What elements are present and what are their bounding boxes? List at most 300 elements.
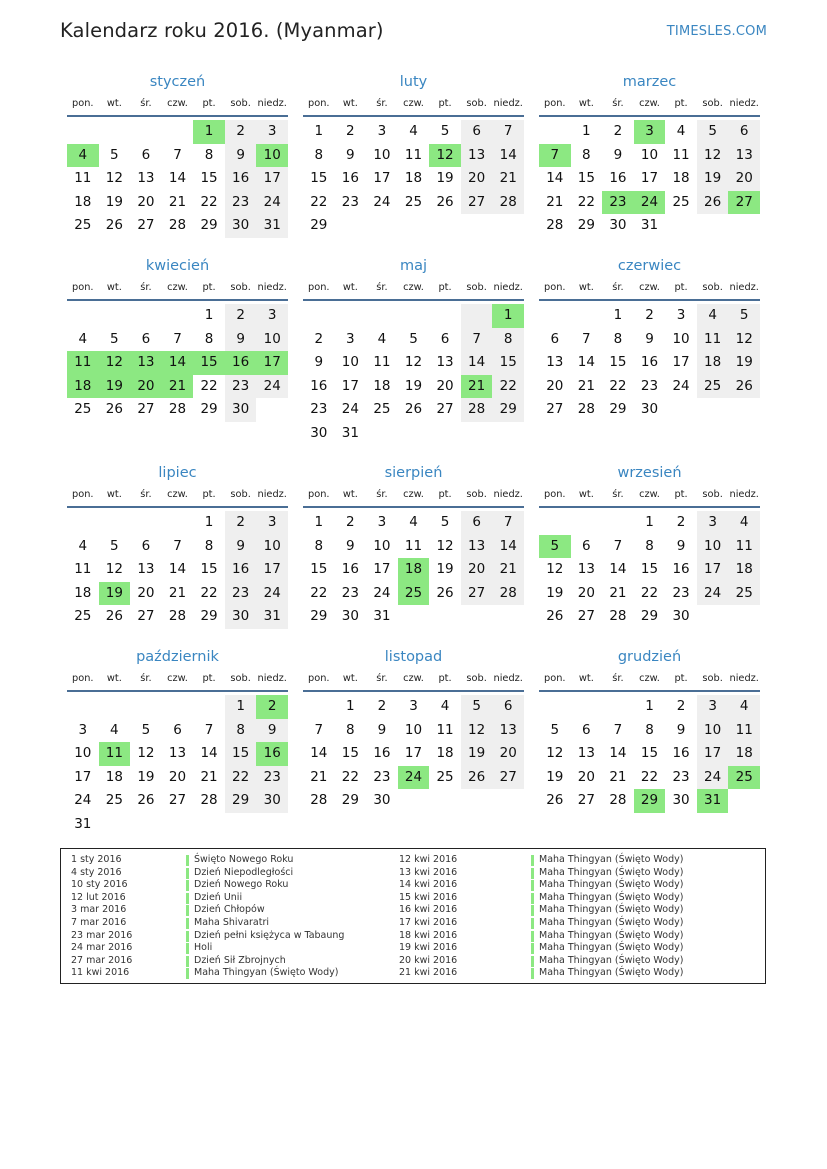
weekday-header (539, 94, 760, 117)
day-cell: 12 (436, 537, 454, 554)
weekday-label: śr. (612, 489, 624, 500)
weekday-label: pon. (72, 282, 94, 293)
weekday-label: śr. (612, 98, 624, 109)
holiday-date: 14 kwi 2016 (399, 879, 458, 891)
day-cell: 14 (492, 144, 524, 168)
weekday-label: wt. (578, 282, 594, 293)
day-cell: 27 (137, 401, 155, 417)
day-cell: 9 (613, 146, 623, 163)
day-cell: 26 (436, 584, 454, 601)
weekday-label: wt. (106, 673, 122, 684)
day-cell: 15 (640, 745, 659, 761)
holiday-day-cell: 1 (193, 120, 225, 144)
weekday-label: niedz. (257, 98, 287, 109)
holiday-name: Święto Nowego Roku (194, 854, 294, 865)
day-cell: 30 (225, 214, 257, 238)
empty-cell (99, 304, 131, 328)
weekday-label: niedz. (493, 282, 523, 293)
day-cell: 14 (609, 561, 627, 577)
day-cell: 13 (546, 354, 564, 370)
month-name: grudzień (617, 649, 682, 665)
holiday-date: 23 mar 2016 (71, 929, 133, 941)
empty-cell (162, 695, 194, 719)
holiday-name: Maha Shivaratri (194, 916, 270, 928)
day-cell: 21 (492, 558, 524, 582)
holiday-day-cell: 15 (193, 351, 225, 375)
day-cell: 28 (577, 401, 595, 417)
day-cell: 20 (577, 768, 595, 785)
day-cell: 4 (377, 330, 387, 347)
day-cell: 9 (314, 354, 324, 370)
holiday-name: Maha Thingyan (Święto Wody) (539, 879, 684, 891)
holiday-marker (531, 855, 534, 866)
day-cell: 7 (492, 511, 524, 535)
weekday-label: pon. (544, 489, 566, 500)
day-cell: 20 (461, 167, 493, 191)
day-cell: 5 (110, 537, 119, 554)
site-link[interactable]: TIMESLES.COM (666, 24, 767, 39)
holidays-legend (60, 848, 766, 984)
weekday-header (67, 485, 288, 508)
weekday-label: sob. (230, 673, 251, 684)
holiday-date: 19 kwi 2016 (399, 942, 458, 954)
weekday-label: pt. (674, 489, 688, 500)
day-cell: 8 (582, 146, 591, 163)
day-cell: 17 (640, 170, 659, 186)
day-cell: 29 (200, 608, 218, 624)
day-cell: 5 (461, 695, 493, 719)
day-cell: 29 (640, 608, 659, 624)
weekday-label: sob. (466, 98, 487, 109)
day-cell: 10 (404, 721, 423, 738)
day-cell: 14 (546, 170, 564, 186)
day-cell: 24 (256, 375, 288, 399)
empty-cell (162, 511, 194, 535)
holiday-date: 15 kwi 2016 (399, 891, 458, 903)
weekday-label: sob. (702, 673, 723, 684)
weekday-label: śr. (612, 673, 624, 684)
day-cell: 18 (436, 745, 454, 761)
weekday-label: sob. (466, 673, 487, 684)
holiday-day-cell: 11 (99, 742, 131, 766)
weekday-label: czw. (403, 98, 424, 109)
holiday-marker (531, 956, 534, 967)
day-cell: 18 (672, 170, 690, 186)
holiday-day-cell: 7 (539, 144, 571, 168)
day-cell: 28 (461, 398, 493, 422)
holiday-day-cell: 3 (634, 120, 666, 144)
day-cell: 2 (676, 698, 686, 714)
day-cell: 26 (697, 191, 729, 215)
holiday-day-cell: 21 (461, 375, 493, 399)
holiday-row (61, 930, 765, 943)
holiday-row (61, 867, 765, 880)
day-cell: 5 (440, 123, 450, 139)
day-cell: 3 (409, 698, 418, 714)
empty-cell (602, 695, 634, 719)
holiday-day-cell: 19 (99, 375, 131, 399)
day-cell: 6 (550, 330, 560, 347)
holiday-day-cell: 24 (398, 766, 430, 790)
day-cell: 31 (256, 605, 288, 629)
day-cell: 23 (672, 768, 690, 785)
day-cell: 6 (492, 695, 524, 719)
day-cell: 15 (609, 354, 627, 370)
day-cell: 19 (137, 768, 155, 785)
days-grid (67, 304, 288, 422)
weekday-header (303, 278, 524, 301)
day-cell: 17 (672, 354, 690, 370)
holiday-date: 4 sty 2016 (71, 866, 122, 878)
day-cell: 1 (314, 514, 324, 530)
day-cell: 2 (225, 120, 257, 144)
day-cell: 11 (373, 354, 391, 370)
day-cell: 20 (546, 377, 564, 394)
day-cell: 27 (461, 582, 493, 606)
day-cell: 13 (168, 745, 187, 761)
holiday-date: 16 kwi 2016 (399, 904, 458, 916)
day-cell: 28 (168, 217, 187, 233)
weekday-header (303, 485, 524, 508)
weekday-label: czw. (167, 673, 188, 684)
weekday-label: czw. (639, 98, 660, 109)
day-cell: 9 (377, 721, 387, 738)
day-cell: 7 (461, 328, 493, 352)
day-cell: 3 (256, 120, 288, 144)
day-cell: 17 (404, 745, 423, 761)
empty-cell (130, 695, 162, 719)
day-cell: 26 (105, 217, 123, 233)
day-cell: 5 (141, 721, 151, 738)
day-cell: 23 (225, 375, 257, 399)
weekday-label: śr. (376, 673, 388, 684)
holiday-date: 17 kwi 2016 (399, 916, 458, 928)
empty-cell (67, 120, 99, 144)
weekday-label: wt. (106, 98, 122, 109)
weekday-label: wt. (106, 489, 122, 500)
day-cell: 14 (310, 745, 328, 761)
day-cell: 10 (74, 745, 92, 761)
day-cell: 8 (204, 146, 214, 163)
holiday-name: Dzień Sił Zbrojnych (194, 954, 286, 966)
day-cell: 17 (697, 742, 729, 766)
weekday-label: pon. (308, 673, 330, 684)
day-cell: 1 (204, 514, 214, 530)
weekday-label: niedz. (257, 489, 287, 500)
day-cell: 20 (168, 768, 187, 785)
day-cell: 16 (672, 561, 690, 577)
holiday-day-cell: 20 (130, 375, 162, 399)
day-cell: 16 (341, 170, 359, 186)
day-cell: 28 (492, 582, 524, 606)
day-cell: 5 (550, 721, 560, 738)
day-cell: 3 (256, 304, 288, 328)
weekday-label: pon. (544, 98, 566, 109)
day-cell: 30 (256, 789, 288, 813)
weekday-label: sob. (702, 489, 723, 500)
day-cell: 25 (404, 193, 423, 210)
holiday-day-cell: 25 (398, 582, 430, 606)
day-cell: 8 (492, 328, 524, 352)
empty-cell (99, 695, 131, 719)
day-cell: 14 (461, 351, 493, 375)
holiday-day-cell: 18 (398, 558, 430, 582)
empty-cell (539, 695, 571, 719)
weekday-label: sob. (702, 282, 723, 293)
weekday-label: czw. (403, 489, 424, 500)
holiday-marker (531, 931, 534, 942)
holiday-row (61, 904, 765, 917)
day-cell: 19 (728, 351, 760, 375)
day-cell: 5 (697, 120, 729, 144)
day-cell: 3 (256, 511, 288, 535)
day-cell: 3 (676, 307, 686, 323)
day-cell: 3 (78, 721, 88, 738)
holiday-day-cell: 17 (256, 351, 288, 375)
day-cell: 25 (373, 401, 391, 417)
day-cell: 6 (582, 537, 591, 554)
empty-cell (130, 511, 162, 535)
day-cell: 9 (225, 144, 257, 168)
day-cell: 26 (137, 792, 155, 808)
weekday-header (67, 669, 288, 692)
holiday-name: Maha Thingyan (Święto Wody) (194, 967, 339, 979)
day-cell: 26 (546, 608, 564, 624)
holiday-day-cell: 5 (539, 535, 571, 559)
empty-cell (99, 511, 131, 535)
weekday-label: pon. (308, 282, 330, 293)
day-cell: 21 (200, 768, 218, 785)
weekday-label: pt. (674, 282, 688, 293)
day-cell: 17 (341, 377, 359, 394)
holiday-date: 10 sty 2016 (71, 879, 128, 891)
holiday-date: 13 kwi 2016 (399, 866, 458, 878)
day-cell: 21 (492, 167, 524, 191)
holiday-name: Dzień Unii (194, 891, 243, 903)
day-cell: 5 (409, 330, 418, 347)
holiday-day-cell: 24 (634, 191, 666, 215)
days-grid (303, 120, 524, 238)
weekday-label: niedz. (257, 673, 287, 684)
day-cell: 1 (645, 514, 654, 530)
day-cell: 29 (310, 217, 328, 233)
day-cell: 11 (404, 146, 423, 163)
day-cell: 10 (373, 146, 391, 163)
weekday-label: pt. (438, 489, 452, 500)
day-cell: 21 (168, 193, 187, 210)
day-cell: 11 (728, 535, 760, 559)
day-cell: 17 (697, 558, 729, 582)
day-cell: 1 (225, 695, 257, 719)
day-cell: 12 (137, 745, 155, 761)
day-cell: 16 (672, 745, 690, 761)
month-name: październik (136, 649, 219, 665)
day-cell: 23 (225, 582, 257, 606)
day-cell: 16 (373, 745, 391, 761)
holiday-marker (531, 893, 534, 904)
day-cell: 11 (436, 721, 454, 738)
day-cell: 6 (582, 721, 591, 738)
day-cell: 10 (341, 354, 359, 370)
day-cell: 30 (609, 217, 627, 233)
day-cell: 17 (256, 558, 288, 582)
day-cell: 26 (546, 792, 564, 808)
day-cell: 18 (373, 377, 391, 394)
weekday-header (303, 669, 524, 692)
day-cell: 8 (204, 330, 214, 347)
empty-cell (67, 304, 99, 328)
weekday-label: pt. (674, 98, 688, 109)
holiday-date: 7 mar 2016 (71, 916, 127, 928)
day-cell: 2 (346, 123, 355, 139)
day-cell: 15 (341, 745, 359, 761)
weekday-label: czw. (167, 98, 188, 109)
day-cell: 3 (346, 330, 355, 347)
days-grid (539, 695, 760, 813)
empty-cell (461, 304, 493, 328)
day-cell: 15 (310, 561, 328, 577)
day-cell: 10 (373, 537, 391, 554)
day-cell: 16 (310, 377, 328, 394)
day-cell: 22 (200, 193, 218, 210)
day-cell: 12 (697, 144, 729, 168)
day-cell: 17 (74, 768, 92, 785)
weekday-header (67, 278, 288, 301)
day-cell: 13 (728, 144, 760, 168)
day-cell: 18 (697, 351, 729, 375)
day-cell: 28 (168, 608, 187, 624)
holiday-row (61, 917, 765, 930)
holiday-name: Maha Thingyan (Święto Wody) (539, 967, 684, 979)
day-cell: 7 (314, 721, 324, 738)
day-cell: 25 (105, 792, 123, 808)
holiday-day-cell: 16 (225, 351, 257, 375)
day-cell: 20 (137, 584, 155, 601)
empty-cell (67, 695, 99, 719)
weekday-label: pt. (438, 98, 452, 109)
day-cell: 8 (645, 537, 654, 554)
holiday-date: 3 mar 2016 (71, 904, 127, 916)
day-cell: 9 (676, 537, 686, 554)
day-cell: 2 (314, 330, 324, 347)
day-cell: 19 (105, 193, 123, 210)
day-cell: 14 (492, 535, 524, 559)
day-cell: 28 (546, 217, 564, 233)
day-cell: 30 (341, 608, 359, 624)
holiday-name: Maha Thingyan (Święto Wody) (539, 866, 684, 878)
day-cell: 15 (577, 170, 595, 186)
day-cell: 20 (492, 742, 524, 766)
day-cell: 27 (546, 401, 564, 417)
day-cell: 20 (461, 558, 493, 582)
day-cell: 25 (74, 608, 92, 624)
day-cell: 18 (728, 558, 760, 582)
day-cell: 6 (173, 721, 182, 738)
day-cell: 28 (310, 792, 328, 808)
weekday-label: śr. (612, 282, 624, 293)
day-cell: 2 (346, 514, 355, 530)
day-cell: 11 (697, 328, 729, 352)
weekday-label: sob. (702, 98, 723, 109)
day-cell: 28 (492, 191, 524, 215)
day-cell: 15 (200, 170, 218, 186)
day-cell: 9 (645, 330, 654, 347)
day-cell: 11 (74, 170, 92, 186)
holiday-name: Maha Thingyan (Święto Wody) (539, 891, 684, 903)
day-cell: 8 (314, 146, 324, 163)
day-cell: 19 (546, 584, 564, 601)
day-cell: 23 (225, 191, 257, 215)
holiday-row (61, 942, 765, 955)
day-cell: 17 (256, 167, 288, 191)
day-cell: 28 (168, 401, 187, 417)
day-cell: 22 (492, 375, 524, 399)
day-cell: 25 (74, 401, 92, 417)
empty-cell (571, 511, 603, 535)
day-cell: 8 (645, 721, 654, 738)
weekday-label: sob. (230, 489, 251, 500)
holiday-name: Holi (194, 942, 213, 954)
day-cell: 22 (200, 377, 218, 394)
day-cell: 16 (225, 558, 257, 582)
days-grid (67, 120, 288, 238)
empty-cell (366, 304, 398, 328)
holiday-row (61, 955, 765, 968)
day-cell: 27 (461, 191, 493, 215)
day-cell: 27 (137, 217, 155, 233)
day-cell: 9 (676, 721, 686, 738)
day-cell: 22 (225, 766, 257, 790)
holiday-day-cell: 2 (256, 695, 288, 719)
day-cell: 27 (168, 792, 187, 808)
day-cell: 24 (697, 766, 729, 790)
day-cell: 23 (256, 766, 288, 790)
day-cell: 22 (341, 768, 359, 785)
day-cell: 30 (225, 398, 257, 422)
holiday-date: 18 kwi 2016 (399, 929, 458, 941)
day-cell: 6 (440, 330, 450, 347)
day-cell: 7 (173, 146, 182, 163)
weekday-label: śr. (140, 489, 152, 500)
day-cell: 1 (645, 698, 654, 714)
day-cell: 29 (225, 789, 257, 813)
day-cell: 19 (697, 167, 729, 191)
weekday-label: niedz. (729, 673, 759, 684)
day-cell: 29 (341, 792, 359, 808)
day-cell: 22 (310, 193, 328, 210)
day-cell: 3 (697, 511, 729, 535)
day-cell: 12 (546, 745, 564, 761)
day-cell: 8 (613, 330, 623, 347)
day-cell: 1 (613, 307, 623, 323)
day-cell: 29 (310, 608, 328, 624)
day-cell: 12 (404, 354, 423, 370)
day-cell: 28 (609, 792, 627, 808)
month-name: styczeń (149, 74, 206, 90)
day-cell: 18 (74, 584, 92, 601)
weekday-header (67, 94, 288, 117)
day-cell: 8 (346, 721, 355, 738)
weekday-label: pon. (308, 489, 330, 500)
month-name: marzec (622, 74, 677, 90)
day-cell: 25 (436, 768, 454, 785)
day-cell: 4 (110, 721, 119, 738)
day-cell: 18 (105, 768, 123, 785)
day-cell: 29 (200, 217, 218, 233)
day-cell: 22 (577, 193, 595, 210)
holiday-name: Maha Thingyan (Święto Wody) (539, 954, 684, 966)
day-cell: 29 (492, 398, 524, 422)
